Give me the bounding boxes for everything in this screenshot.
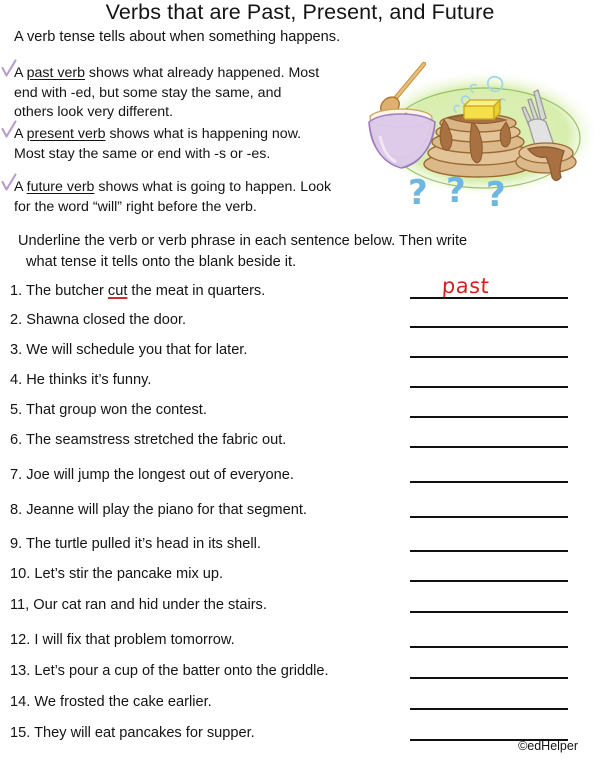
term-past-verb: past verb [26, 65, 85, 81]
question-number: 5. [10, 402, 23, 418]
answer-blank[interactable] [410, 481, 568, 483]
question-row [10, 465, 590, 487]
page-title: Verbs that are Past, Present, and Future [105, 0, 495, 24]
question-number: 10. [10, 566, 31, 582]
answer-blank[interactable] [410, 550, 568, 552]
question-number: 2. [10, 312, 23, 328]
question-row [10, 340, 590, 362]
question-sentence: Our cat ran and hid under the stairs. [33, 597, 267, 613]
underlined-verb: cut [107, 283, 128, 299]
svg-text:?: ? [486, 175, 506, 215]
copyright-footer: ©edHelper [518, 739, 578, 753]
question-row [10, 692, 590, 714]
question-row [10, 630, 590, 652]
question-sentence: Joe will jump the longest out of everyone. [26, 467, 294, 483]
question-sentence: The seamstress stretched the fabric out. [25, 432, 287, 448]
question-sentence: He thinks it’s funny. [26, 372, 152, 388]
question-row [10, 534, 590, 556]
question-number: 8. [10, 502, 23, 518]
question-text [10, 595, 267, 615]
answer-blank[interactable] [410, 677, 568, 679]
question-text [10, 661, 329, 681]
definition-line-1: A future verb shows what is going to happen. Look [14, 179, 332, 195]
question-sentence: They will eat pancakes for supper. [34, 725, 255, 741]
question-text [10, 500, 307, 520]
svg-text:?: ? [446, 171, 466, 211]
question-text [10, 465, 294, 485]
answer-blank[interactable] [410, 416, 568, 418]
answer-blank[interactable] [410, 326, 568, 328]
intro-text: A verb tense tells about when something happens. [14, 29, 341, 45]
question-number: 11, [10, 597, 30, 613]
question-number: 13. [10, 663, 31, 679]
question-text [10, 340, 247, 360]
question-number: 15. [10, 725, 31, 741]
definition-line-1: A past verb shows what already happened. Most [14, 65, 320, 81]
question-row [10, 595, 590, 617]
question-sentence: We frosted the cake earlier. [34, 694, 212, 710]
question-text [10, 400, 207, 420]
definition-line-2: Most stay the same or end with -s or -es. [14, 145, 271, 162]
question-text [10, 370, 151, 390]
question-row [10, 661, 590, 683]
question-text [10, 310, 186, 330]
definition-line-2: end with -ed, but some stay the same, and [14, 84, 282, 101]
question-number: 7. [10, 467, 23, 483]
answer-blank[interactable] [410, 356, 568, 358]
question-text [10, 630, 235, 650]
svg-text:?: ? [408, 173, 428, 213]
answer-blank[interactable] [410, 611, 568, 613]
question-row [10, 564, 590, 586]
directions-line-1: Underline the verb or verb phrase in each sentence below. Then write [18, 233, 468, 249]
question-number: 6. [10, 432, 23, 448]
question-sentence: The butcher [25, 283, 108, 299]
question-text [10, 534, 261, 554]
question-text [10, 692, 212, 712]
question-number: 9. [10, 536, 23, 552]
question-row [10, 310, 590, 332]
answer-blank[interactable] [410, 297, 568, 299]
question-sentence: Let’s stir the pancake mix up. [34, 566, 224, 582]
answer-blank[interactable] [410, 646, 568, 648]
question-number: 1. [10, 283, 23, 299]
question-row [10, 274, 590, 303]
directions-line-2: what tense it tells onto the blank beside it. [26, 254, 297, 270]
definition-line-3: others look very different. [14, 104, 174, 120]
question-sentence: Jeanne will play the piano for that segment. [26, 502, 307, 518]
question-number: 4. [10, 372, 23, 388]
question-text [10, 430, 286, 450]
question-number: 3. [10, 342, 23, 358]
answer-blank[interactable] [410, 580, 568, 582]
term-future-verb: future verb [26, 179, 95, 195]
definition-line-1: A present verb shows what is happening now. [14, 126, 302, 142]
question-sentence: The turtle pulled it’s head in its shell. [25, 536, 261, 552]
question-number: 12. [10, 632, 31, 648]
question-number: 14. [10, 694, 31, 710]
answer-blank[interactable] [410, 386, 568, 388]
answer-blank[interactable] [410, 516, 568, 518]
answer-blank[interactable] [410, 708, 568, 710]
question-row [10, 723, 590, 745]
question-text [10, 564, 223, 584]
answer-blank[interactable] [410, 446, 568, 448]
handwritten-answer: past [441, 274, 491, 298]
question-sentence: Shawna closed the door. [26, 312, 187, 328]
question-sentence: That group won the contest. [25, 402, 207, 418]
question-sentence: We will schedule you that for later. [26, 342, 248, 358]
question-row [10, 400, 590, 422]
definition-line-2: for the word “will” right before the verb. [14, 198, 257, 215]
question-sentence-tail: the meat in quarters. [127, 283, 266, 299]
question-sentence: Let’s pour a cup of the batter onto the griddle. [34, 663, 329, 679]
question-text [10, 723, 255, 743]
question-row [10, 430, 590, 452]
term-present-verb: present verb [26, 126, 106, 142]
question-row [10, 370, 590, 392]
question-sentence: I will fix that problem tomorrow. [34, 632, 235, 648]
question-text [10, 281, 265, 301]
question-row [10, 500, 590, 522]
